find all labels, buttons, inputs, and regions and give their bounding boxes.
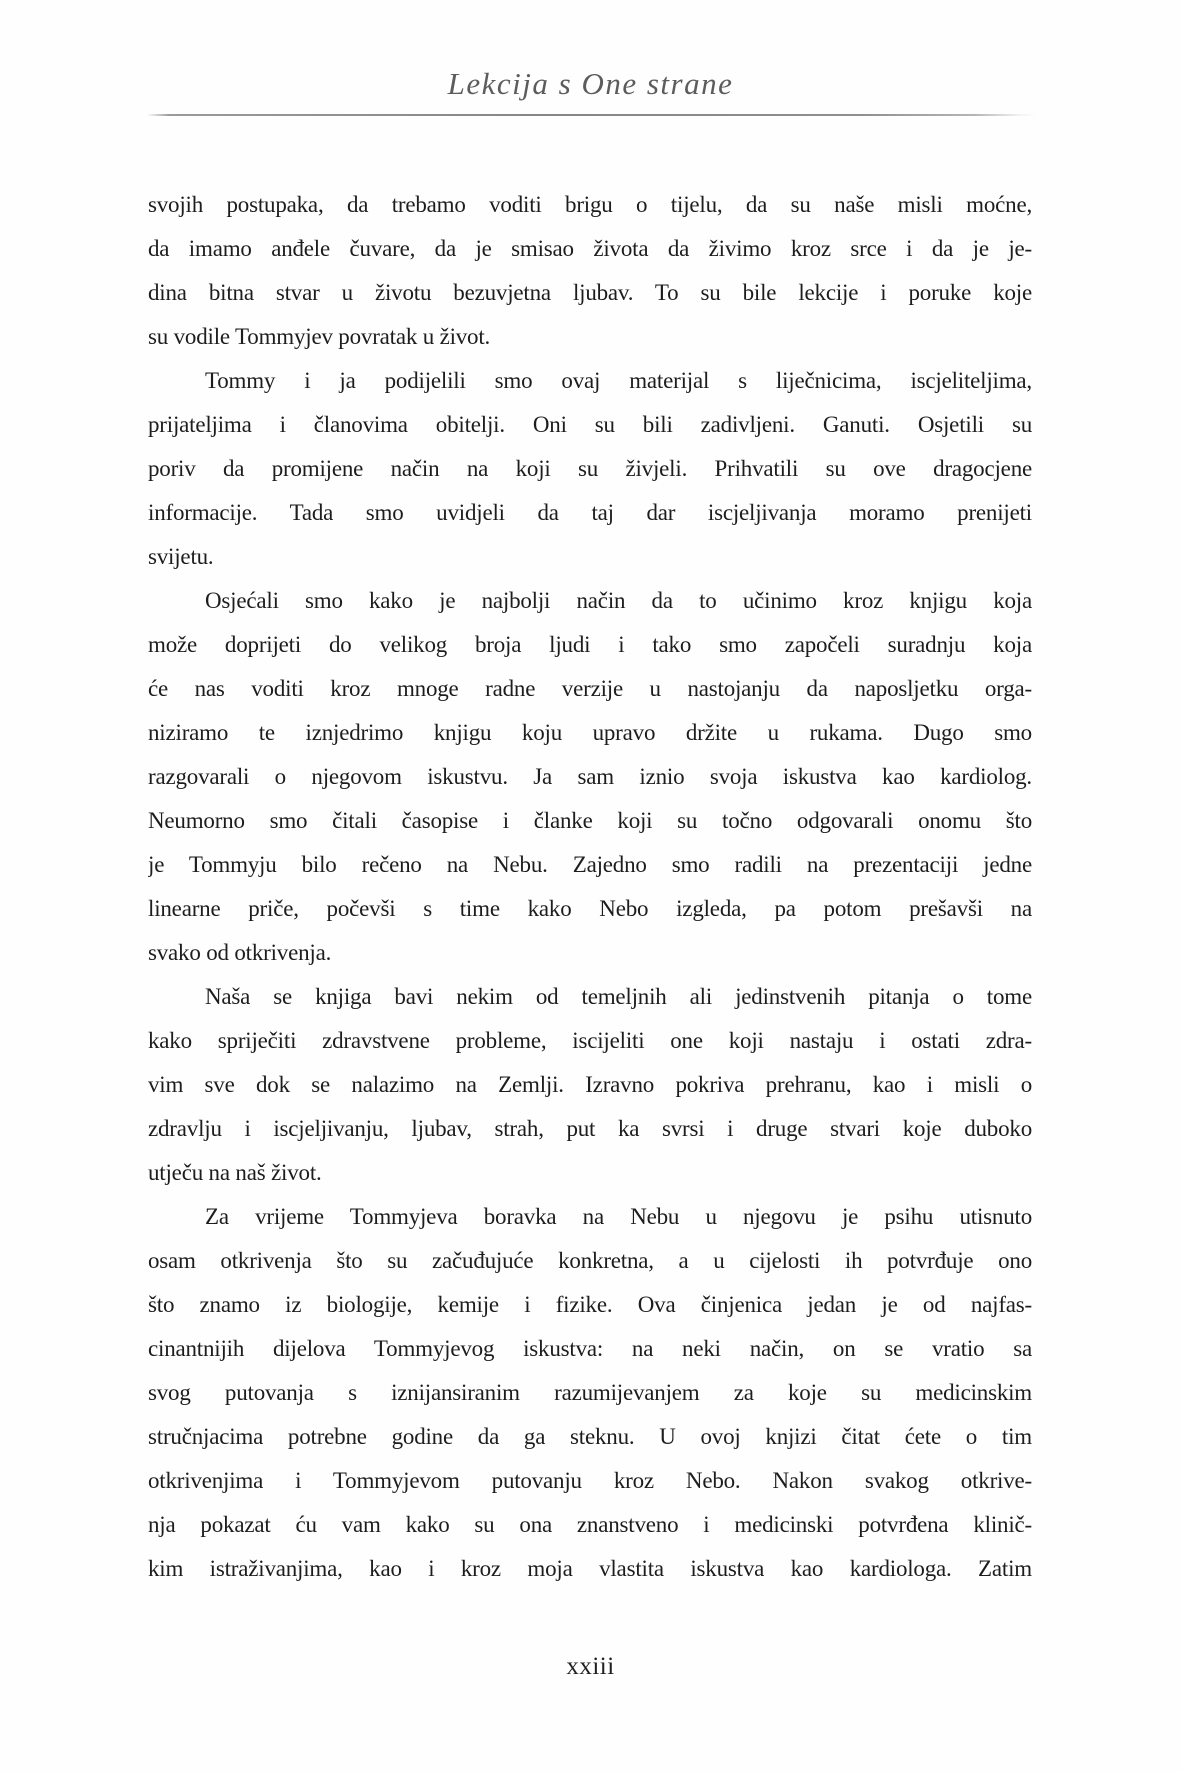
text-line: dina bitna stvar u životu bezuvjetna ljubav. To su bile lekcije i poruke koje: [148, 280, 1032, 305]
text-line: da imamo anđele čuvare, da je smisao života da živimo kroz srce i da je je-: [148, 236, 1032, 261]
text-line: kim istraživanjima, kao i kroz moja vlastita iskustva kao kardiologa. Zatim: [148, 1556, 1032, 1581]
paragraph: [148, 1195, 1032, 1591]
text-line: što znamo iz biologije, kemije i fizike. Ova činjenica jedan je od najfas-: [148, 1292, 1032, 1317]
text-line: Za vrijeme Tommyjeva boravka na Nebu u njegovu je psihu utisnuto: [205, 1204, 1032, 1229]
text-line: Naša se knjiga bavi nekim od temeljnih ali jedinstvenih pitanja o tome: [205, 984, 1032, 1009]
page-body-text: [148, 183, 1032, 1591]
running-header-title: Lekcija s One strane: [447, 66, 734, 101]
text-line: Tommy i ja podijelili smo ovaj materijal s liječnicima, iscjeliteljima,: [205, 368, 1032, 393]
text-line: linearne priče, počevši s time kako Nebo izgleda, pa potom prešavši na: [148, 896, 1032, 921]
paragraph: [148, 183, 1032, 359]
text-line: svog putovanja s iznijansiranim razumijevanjem za koje su medicinskim: [148, 1380, 1032, 1405]
text-line: informacije. Tada smo uvidjeli da taj dar iscjeljivanja moramo prenijeti: [148, 500, 1032, 525]
header-rule: [147, 114, 1037, 116]
text-line: prijateljima i članovima obitelji. Oni su bili zadivljeni. Ganuti. Osjetili su: [148, 412, 1032, 437]
paragraph: [148, 579, 1032, 975]
paragraph: [148, 975, 1032, 1195]
text-line: niziramo te iznjedrimo knjigu koju upravo držite u rukama. Dugo smo: [148, 720, 1032, 745]
text-line: vim sve dok se nalazimo na Zemlji. Izravno pokriva prehranu, kao i misli o: [148, 1072, 1032, 1097]
text-line: svijetu.: [148, 544, 214, 569]
text-line: će nas voditi kroz mnoge radne verzije u nastojanju da naposljetku orga-: [148, 676, 1032, 701]
text-line: osam otkrivenja što su začuđujuće konkretna, a u cijelosti ih potvrđuje ono: [148, 1248, 1032, 1273]
text-line: može doprijeti do velikog broja ljudi i tako smo započeli suradnju koja: [148, 632, 1032, 657]
text-line: otkrivenjima i Tommyjevom putovanju kroz Nebo. Nakon svakog otkrive-: [148, 1468, 1032, 1493]
paragraph: [148, 359, 1032, 579]
text-line: je Tommyju bilo rečeno na Nebu. Zajedno smo radili na prezentaciji jedne: [148, 852, 1032, 877]
text-line: Osjećali smo kako je najbolji način da to učinimo kroz knjigu koja: [205, 588, 1032, 613]
text-line: su vodile Tommyjev povratak u život.: [148, 324, 491, 349]
text-line: stručnjacima potrebne godine da ga steknu. U ovoj knjizi čitat ćete o tim: [148, 1424, 1032, 1449]
page-number: xxiii: [566, 1653, 615, 1680]
text-line: kako spriječiti zdravstvene probleme, iscijeliti one koji nastaju i ostati zdra-: [148, 1028, 1032, 1053]
text-line: razgovarali o njegovom iskustvu. Ja sam iznio svoja iskustva kao kardiolog.: [148, 764, 1032, 789]
text-line: poriv da promijene način na koji su živjeli. Prihvatili su ove dragocjene: [148, 456, 1032, 481]
text-line: zdravlju i iscjeljivanju, ljubav, strah, put ka svrsi i druge stvari koje duboko: [148, 1116, 1032, 1141]
text-line: nja pokazat ću vam kako su ona znanstveno i medicinski potvrđena klinič-: [148, 1512, 1032, 1537]
text-line: Neumorno smo čitali časopise i članke koji su točno odgovarali onomu što: [148, 808, 1032, 833]
text-line: utječu na naš život.: [148, 1160, 322, 1185]
text-line: svako od otkrivenja.: [148, 940, 332, 965]
text-line: svojih postupaka, da trebamo voditi brigu o tijelu, da su naše misli moćne,: [148, 192, 1032, 217]
text-line: cinantnijih dijelova Tommyjevog iskustva: na neki način, on se vratio sa: [148, 1336, 1032, 1361]
